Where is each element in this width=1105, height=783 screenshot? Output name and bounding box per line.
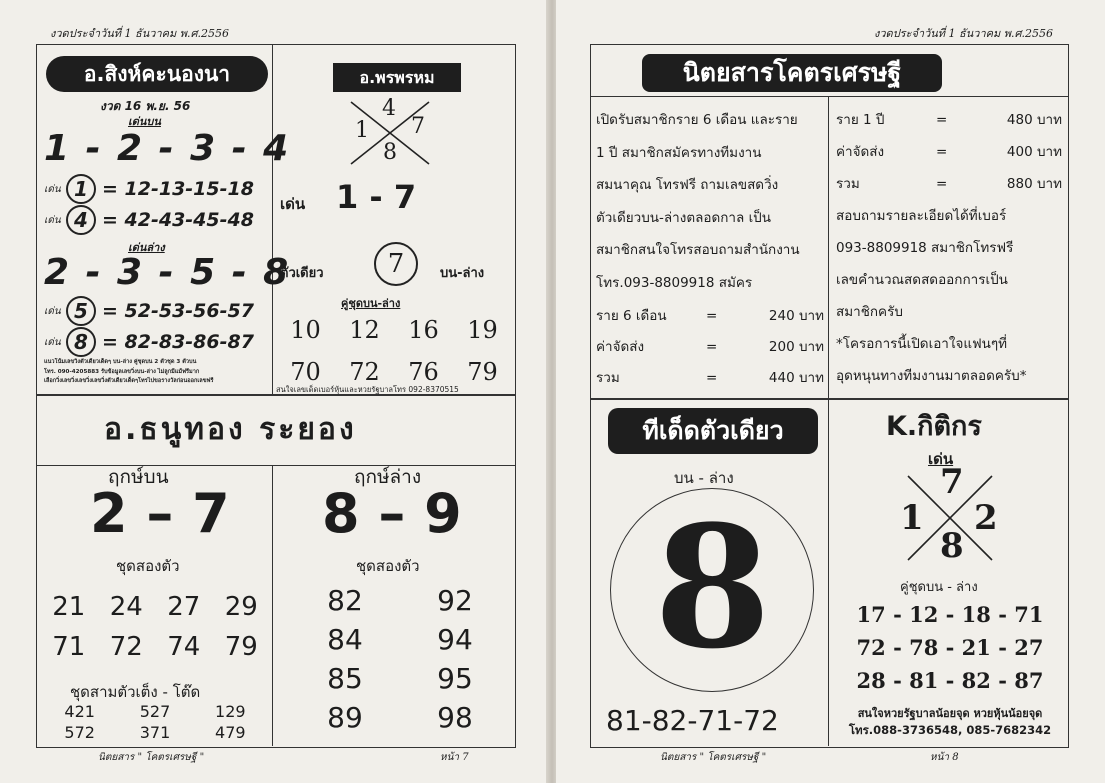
singha-main-bottom: 2 - 3 - 5 - 8 [44,252,291,293]
triple-number: 129 [215,702,246,721]
single-numbers: 81-82-71-72 [606,704,779,737]
one-year-prices: ราย 1 ปี = 480 บาท ค่าจัดส่ง = 400 บาท รวม = 880 บาท [836,112,1062,192]
singha-bottom-label: เด่นล่าง [128,241,165,254]
left-footer-page: หน้า 7 [440,752,469,763]
thanu-upper-label: ฤกษ์บน [108,466,169,488]
kittikorn-pairs-label: คู่ชุดบน - ล่าง [900,580,978,595]
left-page [0,0,548,783]
triple-number: 572 [64,723,95,742]
magazine-info: สอบถามรายละเอียดได้ที่เบอร์ 093-8809918 สมาชิกโทรฟรี เลขคำนวณสดสดออกการเป็น สมาชิกครับ *โครอการนี้เปิดเอาใจแฟนๆที่ อุดหนุนทางทีมงานมาตลอดครับ* [836,208,1027,384]
singha-bottom-row-2: เด่น 8 = 82-83-86-87 [44,327,254,357]
six-month-prices: ราย 6 เดือน = 240 บาท ค่าจัดส่ง = 200 บาท รวม = 440 บาท [596,308,824,386]
pair-row: 28 - 81 - 82 - 87 [856,668,1044,693]
pair-row: 72 - 78 - 21 - 27 [856,635,1044,660]
pair-number: 71 [52,632,86,662]
phrom-den-value: 1 - 7 [336,178,417,216]
left-header: งวดประจำวันที่ 1 ธันวาคม พ.ศ.2556 [50,27,229,40]
pair-number: 85 [327,662,363,695]
phrom-single-suffix: บน-ล่าง [440,266,485,281]
pair-number: 27 [167,592,201,622]
pair-number: 79 [467,358,498,386]
single-digit: 8 [654,488,771,686]
pair-number: 98 [437,701,473,734]
singha-main-top: 1 - 2 - 3 - 4 [44,128,291,169]
right-footer-title: นิตยสาร " โคตรเศรษฐี " [660,752,767,763]
phrom-pairs-label: คู่ชุดบน-ล่าง [341,297,401,310]
pair-row: 17 - 12 - 18 - 71 [856,602,1044,627]
pair-number: 10 [290,316,321,344]
pair-number: 74 [167,632,201,662]
singha-top-row-1: เด่น 1 = 12-13-15-18 [44,174,254,204]
thanu-lower-label: ฤกษ์ล่าง [354,466,422,488]
pair-number: 72 [109,632,143,662]
phrom-single-digit: 7 [374,242,418,286]
right-footer-page: หน้า 8 [930,752,959,763]
thanu-two-right [290,584,510,734]
kittikorn-contact1: สนใจหวยรัฐบาลน้อยจุด หวยหุ้นน้อยจุด [857,707,1043,720]
kittikorn-pairs [836,598,1064,697]
triple-number: 371 [139,723,171,742]
singha-top-row-2: เด่น 4 = 42-43-45-48 [44,205,254,235]
thanu-three [42,702,268,742]
thanu-two-label-right: ชุดสองตัว [356,557,420,575]
thanu-three-label: ชุดสามตัวเต็ง - โต๊ด [70,683,201,701]
pair-number: 70 [290,358,321,386]
pair-number: 92 [437,584,473,617]
pair-number: 84 [327,623,363,656]
pair-number: 95 [437,662,473,695]
triple-number: 479 [215,723,246,742]
phrom-title: อ.พรพรหม [333,63,461,92]
singha-notes: แนวโน้มเลขวิ่งตัวเดียวเด็ดๆ บน-ล่าง คู่ชุดบน 2 ตัวชุด 3 ตัวบน โทร. 090-4205883 รับข้อมูลเลขวิ่งบน-ล่าง ไม่ลูกมีแม้ฟรีมาก เลือกวิ่งเลขวิ่งเลขวิ่งเลขวิ่งตัวเดียวเด็ดๆโทรไปขอรางวัลก่อนออกเลขฟรี [44,359,214,384]
thanu-upper-value: 2 – 7 [90,482,230,545]
pair-number: 19 [467,316,498,344]
triple-number: 421 [64,702,95,721]
pair-number: 29 [224,592,258,622]
pair-number: 24 [109,592,143,622]
pair-number: 94 [437,623,473,656]
kittikorn-contact2: โทร.088-3736548, 085-7682342 [848,723,1052,737]
thanu-title: อ.ธนูทอง ระยอง [104,412,357,447]
pair-number: 72 [349,358,380,386]
right-page [556,0,1105,783]
single-title: ทีเด็ดตัวเดียว [608,408,818,454]
thanu-two-label-left: ชุดสองตัว [116,557,180,575]
singha-bottom-row-1: เด่น 5 = 52-53-56-57 [44,296,254,326]
pair-number: 82 [327,584,363,617]
thanu-two-left [40,592,270,662]
phrom-pairs [276,316,512,386]
singha-draw: งวด 16 พ.ย. 56 [100,99,191,113]
pair-number: 89 [327,701,363,734]
singha-top-label: เด่นบน [128,115,161,128]
magazine-promo: เปิดรับสมาชิกราย 6 เดือน และราย 1 ปี สมาชิกสมัครทางทีมงาน สมนาคุณ โทรฟรี ถามเลขสดวิ่ง ตัวเดียวบน-ล่างตลอดกาล เป็น สมาชิกสนใจโทรสอบถามสำนักงาน โทร.093-8809918 สมัคร [596,112,800,291]
phrom-single-label: ตัวเดียว [280,266,324,281]
magazine-title: นิตยสารโคตรเศรษฐี [642,54,942,92]
left-footer-title: นิตยสาร " โคตรเศรษฐี " [98,752,205,763]
triple-number: 527 [139,702,171,721]
thanu-lower-value: 8 – 9 [322,482,462,545]
phrom-contact: สนใจเลขเด็ดเบอร์หุ้นและหวยรัฐบาลโทร 092-8370515 [276,385,459,394]
phrom-den-label: เด่น [280,195,306,213]
right-header: งวดประจำวันที่ 1 ธันวาคม พ.ศ.2556 [874,27,1053,40]
kittikorn-den: เด่น [928,450,954,468]
pair-number: 16 [408,316,439,344]
pair-number: 79 [224,632,258,662]
pair-number: 12 [349,316,380,344]
pair-number: 21 [52,592,86,622]
phrom-cross: 4 1 7 8 [345,98,435,168]
single-sub: บน - ล่าง [674,469,734,487]
kittikorn-cross: 7 1 2 8 [898,468,1002,568]
kittikorn-title: K.กิติกร [886,411,982,442]
singha-title: อ.สิงห์คะนองนา [46,56,268,92]
pair-number: 76 [408,358,439,386]
